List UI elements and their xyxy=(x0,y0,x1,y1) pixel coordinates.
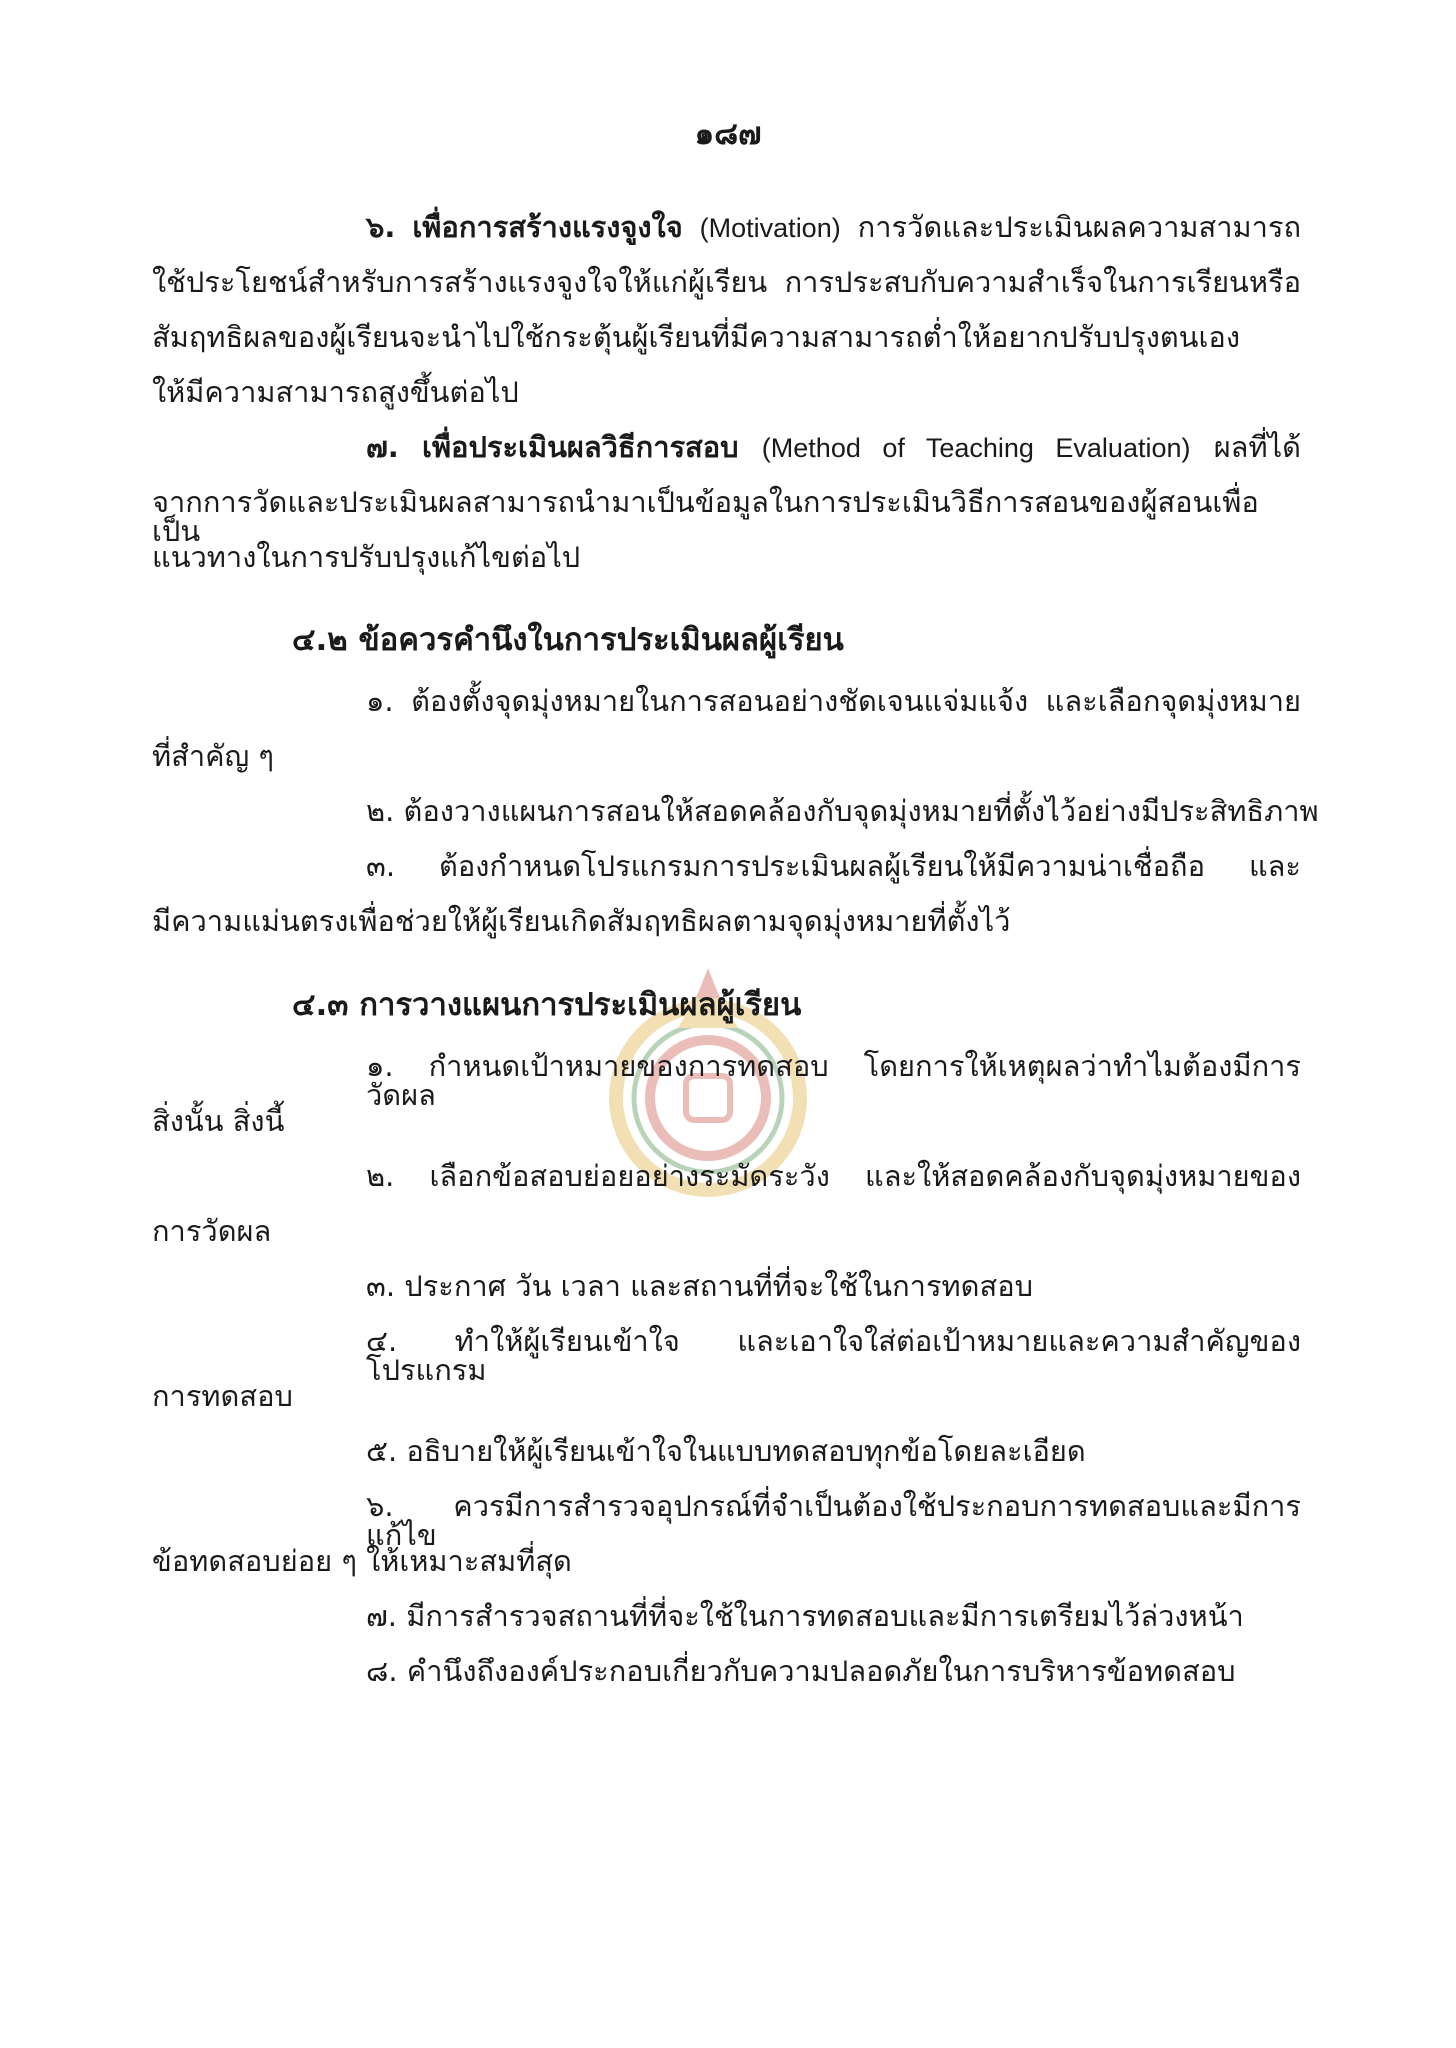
paragraph-6-title: เพื่อการสร้างแรงจูงใจ xyxy=(412,210,683,244)
list-item: ๓. ประกาศ วัน เวลา และสถานที่ที่จะใช้ในการทดสอบ xyxy=(366,1269,1034,1303)
paragraph-6-line-3: สัมฤทธิผลของผู้เรียนจะนำไปใช้กระตุ้นผู้เรียนที่มีความสามารถต่ำให้อยากปรับปรุงตนเอง xyxy=(152,320,1240,354)
list-item-continuation: การทดสอบ xyxy=(152,1379,293,1413)
paragraph-7-text: ผลที่ได้ xyxy=(1213,430,1301,464)
page-number: ๑๘๗ xyxy=(694,116,762,152)
list-item: ๘. คำนึงถึงองค์ประกอบเกี่ยวกับความปลอดภัยในการบริหารข้อทดสอบ xyxy=(366,1654,1236,1688)
paragraph-6-line-1 xyxy=(366,210,1302,244)
paragraph-7-line-3: แนวทางในการปรับปรุงแก้ไขต่อไป xyxy=(152,540,581,574)
list-item-continuation: ข้อทดสอบย่อย ๆ ให้เหมาะสมที่สุด xyxy=(152,1544,572,1578)
list-item: ๑. กำหนดเป้าหมายของการทดสอบ โดยการให้เหตุผลว่าทำไมต้องมีการวัดผล xyxy=(366,1049,1301,1112)
paragraph-7-latin-term: (Method of Teaching Evaluation) xyxy=(761,433,1191,463)
section-4-3-heading: ๔.๓ การวางแผนการประเมินผลผู้เรียน xyxy=(292,987,802,1023)
paragraph-6-latin-term: (Motivation) xyxy=(699,213,841,243)
list-item: ๖. ควรมีการสำรวจอุปกรณ์ที่จำเป็นต้องใช้ประกอบการทดสอบและมีการแก้ไข xyxy=(366,1489,1301,1552)
paragraph-6-text: การวัดและประเมินผลความสามารถ xyxy=(857,210,1302,244)
list-item: ๗. มีการสำรวจสถานที่ที่จะใช้ในการทดสอบและมีการเตรียมไว้ล่วงหน้า xyxy=(366,1599,1244,1633)
list-item: ๒. ต้องวางแผนการสอนให้สอดคล้องกับจุดมุ่งหมายที่ตั้งไว้อย่างมีประสิทธิภาพ xyxy=(366,794,1319,828)
paragraph-7-title: เพื่อประเมินผลวิธีการสอบ xyxy=(422,430,739,464)
section-4-2-heading: ๔.๒ ข้อควรคำนึงในการประเมินผลผู้เรียน xyxy=(292,622,844,658)
list-item-continuation: สิ่งนั้น สิ่งนี้ xyxy=(152,1104,285,1138)
list-item-continuation: ที่สำคัญ ๆ xyxy=(152,739,275,773)
paragraph-7-number: ๗. xyxy=(366,430,399,464)
list-item-continuation: มีความแม่นตรงเพื่อช่วยให้ผู้เรียนเกิดสัมฤทธิผลตามจุดมุ่งหมายที่ตั้งไว้ xyxy=(152,904,1011,938)
paragraph-7-line-2: จากการวัดและประเมินผลสามารถนำมาเป็นข้อมูลในการประเมินวิธีการสอนของผู้สอนเพื่อเป็น xyxy=(152,485,1259,548)
paragraph-6-line-4: ให้มีความสามารถสูงขึ้นต่อไป xyxy=(152,375,519,409)
list-item-continuation: การวัดผล xyxy=(152,1214,272,1248)
paragraph-6-number: ๖. xyxy=(366,210,396,244)
paragraph-7-line-1 xyxy=(366,430,1301,464)
list-item: ๕. อธิบายให้ผู้เรียนเข้าใจในแบบทดสอบทุกข้อโดยละเอียด xyxy=(366,1434,1086,1468)
list-item: ๑. ต้องตั้งจุดมุ่งหมายในการสอนอย่างชัดเจนแจ่มแจ้ง และเลือกจุดมุ่งหมาย xyxy=(366,684,1301,718)
list-item: ๔. ทำให้ผู้เรียนเข้าใจ และเอาใจใส่ต่อเป้าหมายและความสำคัญของโปรแกรม xyxy=(366,1324,1301,1387)
paragraph-6-line-2: ใช้ประโยชน์สำหรับการสร้างแรงจูงใจให้แก่ผู้เรียน การประสบกับความสำเร็จในการเรียนหรือ xyxy=(152,265,1301,299)
list-item: ๓. ต้องกำหนดโปรแกรมการประเมินผลผู้เรียนให้มีความน่าเชื่อถือ และ xyxy=(366,849,1301,883)
list-item: ๒. เลือกข้อสอบย่อยอย่างระมัดระวัง และให้สอดคล้องกับจุดมุ่งหมายของ xyxy=(366,1159,1301,1193)
